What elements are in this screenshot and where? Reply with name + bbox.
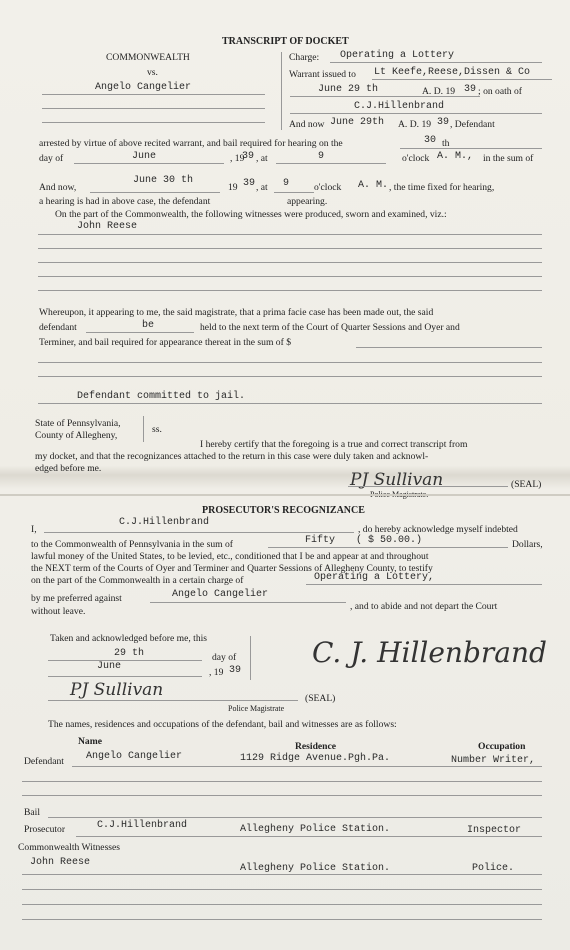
and-now-year: 39: [437, 117, 450, 128]
prosecutor-residence: Allegheny Police Station.: [240, 824, 391, 835]
i-label: I,: [31, 524, 37, 535]
taken-day: 29 th: [114, 648, 145, 659]
county-text: County of Allegheny,: [35, 430, 118, 441]
warrant-label: Warrant issued to: [289, 69, 356, 80]
rec-day-of: day of: [212, 652, 237, 663]
and-now-date: June 29th: [330, 117, 385, 128]
taken-text: Taken and acknowledged before me, this: [50, 633, 208, 644]
bail-label: Bail: [24, 807, 40, 818]
defendant-label: , Defendant: [450, 119, 495, 130]
occupation-header: Occupation: [478, 741, 526, 752]
oath-label: ; on oath of: [478, 86, 522, 97]
oclock-label: o'clock: [402, 153, 430, 164]
rec-year-label: , 19: [209, 667, 224, 678]
certify-line-1: I hereby certify that the foregoing is a true and correct transcript from: [200, 439, 468, 450]
case-line-3: [42, 122, 265, 123]
magistrate-signature-1: PJ Sullivan: [350, 470, 444, 490]
sum-words: Fifty: [305, 535, 336, 546]
hearing-hour: 9: [318, 151, 325, 162]
warrant-year: 39: [464, 84, 477, 95]
be-value: be: [142, 320, 155, 331]
arrest-text: arrested by virtue of above recited warrant, and bail required for hearing on the: [39, 138, 343, 149]
case-line-2: [42, 108, 265, 109]
seal-text-2: (SEAL): [305, 693, 336, 704]
rec-line-5: by me preferred against: [31, 593, 122, 604]
against-value: Angelo Cangelier: [172, 589, 269, 600]
day-of-label: day of: [39, 153, 64, 164]
defendant-word: defendant: [39, 322, 77, 333]
witness-residence: Allegheny Police Station.: [240, 863, 391, 874]
taken-year: 39: [229, 665, 242, 676]
rec-line-3: the NEXT term of the Courts of Oyer and Terminer and Quarter Sessions of Allegheny County, to testify: [31, 563, 433, 574]
prosecutor-name-typed: C.J.Hillenbrand: [119, 517, 210, 528]
ad-label-2: A. D. 19: [398, 119, 432, 130]
transcript-title: TRANSCRIPT OF DOCKET: [222, 36, 349, 47]
warrant-value: Lt Keefe,Reese,Dissen & Co: [374, 67, 531, 78]
taken-bracket: [250, 636, 251, 680]
recognizance-title: PROSECUTOR'S RECOGNIZANCE: [202, 505, 365, 516]
rec-line-5-end: , and to abide and not depart the Court: [350, 601, 498, 612]
charge-value: Operating a Lottery: [340, 50, 455, 61]
prosecutor-row-label: Prosecutor: [24, 824, 66, 835]
hearing-had-text: a hearing is had in above case, the defendant: [39, 196, 211, 207]
witnesses-text: On the part of the Commonwealth, the following witnesses were produced, sworn and examined, viz.:: [55, 209, 447, 220]
state-text: State of Pennsylvania,: [35, 418, 121, 429]
commonwealth-label: COMMONWEALTH: [106, 52, 190, 63]
rec-line-1: to the Commonwealth of Pennsylvania in the sum of: [31, 539, 233, 550]
case-divider: [281, 52, 282, 130]
hearing-month: June: [132, 151, 157, 162]
committed-value: Defendant committed to jail.: [77, 391, 246, 402]
terminer-text: Terminer, and bail required for appearance thereat in the sum of $: [39, 337, 291, 348]
charge-label: Charge:: [289, 52, 320, 63]
ss-bracket: [143, 416, 144, 442]
warrant-date: June 29 th: [318, 84, 379, 95]
name-header: Name: [78, 736, 102, 747]
defendant-typed: Angelo Cangelier: [95, 82, 192, 93]
witness-typed: John Reese: [77, 221, 138, 232]
oclock2-text: o'clock: [314, 182, 342, 193]
prosecutor-occupation: Inspector: [467, 825, 522, 836]
and-now-2-label: And now,: [39, 182, 77, 193]
oath-value: C.J.Hillenbrand: [354, 101, 445, 112]
year3-label: 19: [228, 182, 238, 193]
appearing-text: appearing.: [287, 196, 328, 207]
vs-label: vs.: [147, 67, 158, 78]
hour2-value: 9: [283, 178, 290, 189]
year3-value: 39: [243, 178, 256, 189]
rec-line-2: lawful money of the United States, to be levied, etc., conditioned that I be and appear at and throughout: [31, 551, 429, 562]
hearing-day-suffix: th: [442, 138, 450, 149]
ack-text: , do hereby acknowledge myself indebted: [358, 524, 518, 535]
hearing-year-label: , 19: [230, 153, 245, 164]
ad-label-1: A. D. 19: [422, 86, 456, 97]
and-now-label: And now: [289, 119, 325, 130]
rec-line-4: on the part of the Commonwealth in a certain charge of: [31, 575, 244, 586]
hearing-day: 30: [424, 135, 437, 146]
magistrate-signature-2: PJ Sullivan: [70, 680, 164, 700]
parties-intro: The names, residences and occupations of the defendant, bail and witnesses are as follows:: [48, 719, 397, 730]
prosecutor-name: C.J.Hillenbrand: [97, 820, 188, 831]
rec-charge-value: Operating a Lottery,: [314, 572, 435, 583]
hearing-ampm: A. M.,: [437, 151, 474, 162]
residence-header: Residence: [295, 741, 337, 752]
held-text: held to the next term of the Court of Quarter Sessions and Oyer and: [200, 322, 460, 333]
page-fold: [0, 494, 570, 496]
ss-text: ss.: [152, 424, 162, 435]
defendant-residence: 1129 Ridge Avenue.Pgh.Pa.: [240, 753, 391, 764]
dollars-label: Dollars,: [512, 539, 543, 550]
defendant-row-label: Defendant: [24, 756, 64, 767]
sum-figures: ( $ 50.00.): [356, 535, 423, 546]
rec-line-6: without leave.: [31, 606, 86, 617]
prosecutor-signature: C. J. Hillenbrand: [312, 636, 547, 669]
at-label: , at: [256, 153, 268, 164]
whereupon-text: Whereupon, it appearing to me, the said magistrate, that a prima facie case has been made out, the said: [39, 307, 434, 318]
certify-line-3: edged before me.: [35, 463, 102, 474]
case-line-1: [42, 94, 265, 95]
hearing-year: 39: [242, 151, 255, 162]
witness-name: John Reese: [30, 857, 91, 868]
police-magistrate-2: Police Magistrate: [228, 704, 285, 713]
defendant-name: Angelo Cangelier: [86, 751, 183, 762]
witness-occupation: Police.: [472, 863, 515, 874]
certify-line-2: my docket, and that the recognizances attached to the return in this case were duly taken and acknowl-: [35, 451, 429, 462]
seal-text-1: (SEAL): [511, 479, 542, 490]
defendant-occupation: Number Writer,: [451, 755, 536, 766]
time-fixed-text: , the time fixed for hearing,: [389, 182, 495, 193]
witnesses-label: Commonwealth Witnesses: [18, 842, 121, 853]
and-now-2-date: June 30 th: [133, 175, 194, 186]
at2-label: , at: [256, 182, 268, 193]
sum-of-text: in the sum of: [483, 153, 534, 164]
ampm2-value: A. M.: [358, 180, 389, 191]
taken-month: June: [97, 661, 122, 672]
